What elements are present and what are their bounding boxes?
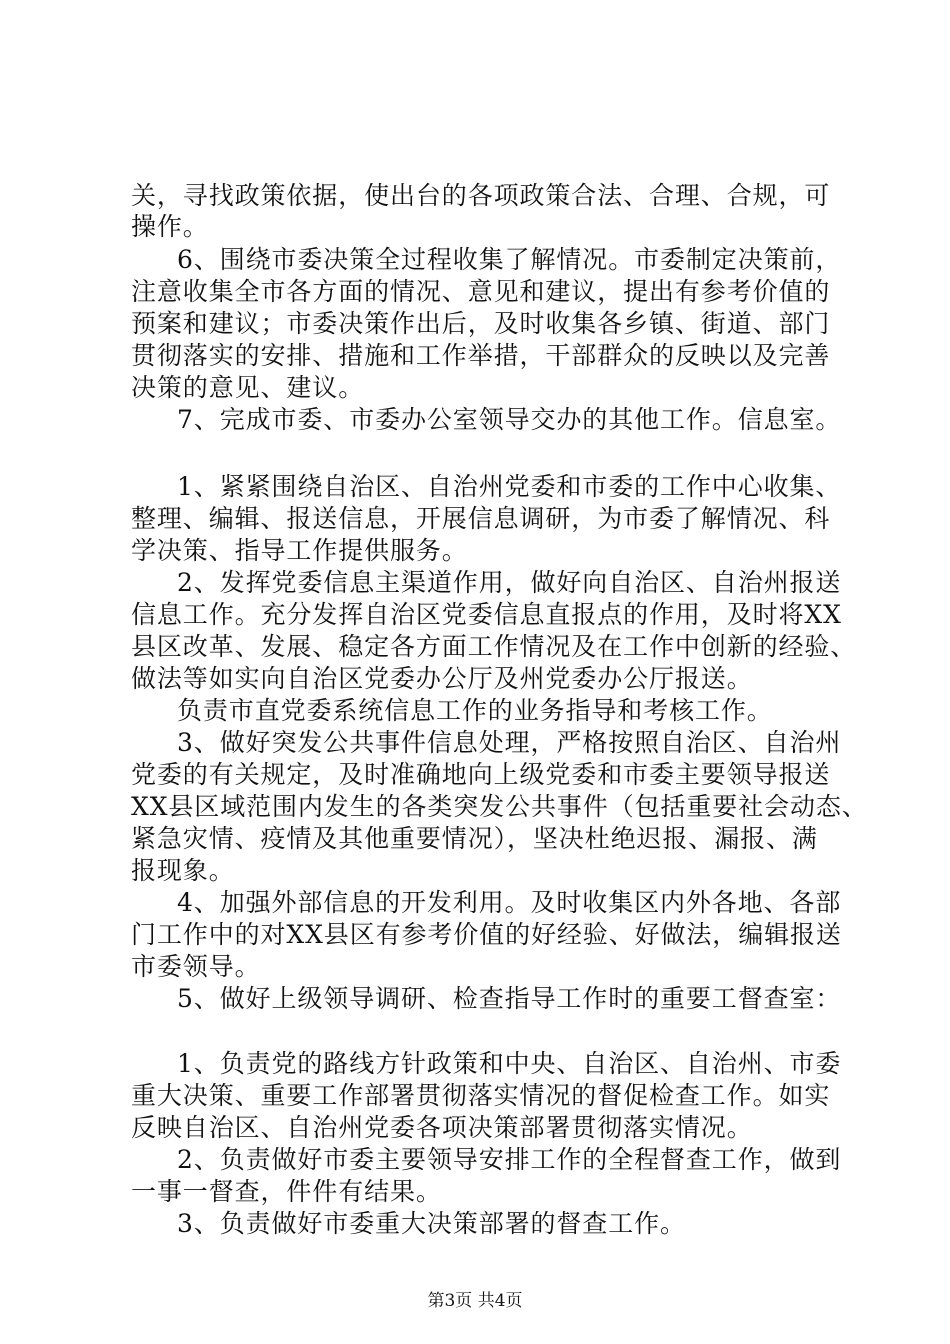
text-line: 决策的意见、建议。: [131, 373, 365, 402]
text-line: 注意收集全市各方面的情况、意见和建议，提出有参考价值的: [131, 277, 831, 306]
text-line: 市委领导。: [131, 952, 261, 981]
text-line: 7、完成市委、市委办公室领导交办的其他工作。信息室。: [177, 405, 842, 434]
text-line: 3、做好突发公共事件信息处理，严格按照自治区、自治州: [177, 728, 842, 757]
text-line: 紧急灾情、疫情及其他重要情况），坚决杜绝迟报、漏报、满: [131, 824, 818, 853]
page-number: 第3页 共4页: [427, 1291, 523, 1311]
text-line: 一事一督查，件件有结果。: [131, 1177, 442, 1206]
text-line: 2、发挥党委信息主渠道作用，做好向自治区、自治州报送: [177, 568, 842, 597]
text-line: 门工作中的对XX县区有参考价值的好经验、好做法，编辑报送: [131, 920, 842, 949]
text-line: 县区改革、发展、稳定各方面工作情况及在工作中创新的经验、: [131, 632, 857, 661]
text-line: 报现象。: [131, 856, 235, 885]
text-line: 党委的有关规定，及时准确地向上级党委和市委主要领导报送: [131, 760, 831, 789]
text-line: 1、负责党的路线方针政策和中央、自治区、自治州、市委: [177, 1049, 842, 1078]
text-line: 6、围绕市委决策全过程收集了解情况。市委制定决策前，: [177, 245, 842, 274]
text-line: 信息工作。充分发挥自治区党委信息直报点的作用，及时将XX: [131, 600, 842, 629]
text-line: 重大决策、重要工作部署贯彻落实情况的督促检查工作。如实: [131, 1081, 831, 1110]
text-line: 2、负责做好市委主要领导安排工作的全程督查工作，做到: [177, 1145, 842, 1174]
text-line: 负责市直党委系统信息工作的业务指导和考核工作。: [177, 696, 773, 725]
text-line: 学决策、指导工作提供服务。: [131, 536, 468, 565]
text-line: 关，寻找政策依据，使出台的各项政策合法、合理、合规，可: [131, 181, 831, 210]
text-line: 1、紧紧围绕自治区、自治州党委和市委的工作中心收集、: [177, 472, 842, 501]
text-line: 反映自治区、自治州党委各项决策部署贯彻落实情况。: [131, 1113, 753, 1142]
text-line: 操作。: [131, 212, 209, 241]
text-line: 做法等如实向自治区党委办公厅及州党委办公厅报送。: [131, 664, 753, 693]
text-line: 4、加强外部信息的开发利用。及时收集区内外各地、各部: [177, 888, 842, 917]
text-line: XX县区域范围内发生的各类突发公共事件（包括重要社会动态、: [131, 792, 868, 821]
text-line: 3、负责做好市委重大决策部署的督查工作。: [177, 1209, 686, 1238]
text-line: 5、做好上级领导调研、检查指导工作时的重要工督查室：: [177, 984, 842, 1013]
text-line: 贯彻落实的安排、措施和工作举措，干部群众的反映以及完善: [131, 341, 831, 370]
text-line: 预案和建议；市委决策作出后，及时收集各乡镇、街道、部门: [131, 309, 831, 338]
text-line: 整理、编辑、报送信息，开展信息调研，为市委了解情况、科: [131, 504, 831, 533]
